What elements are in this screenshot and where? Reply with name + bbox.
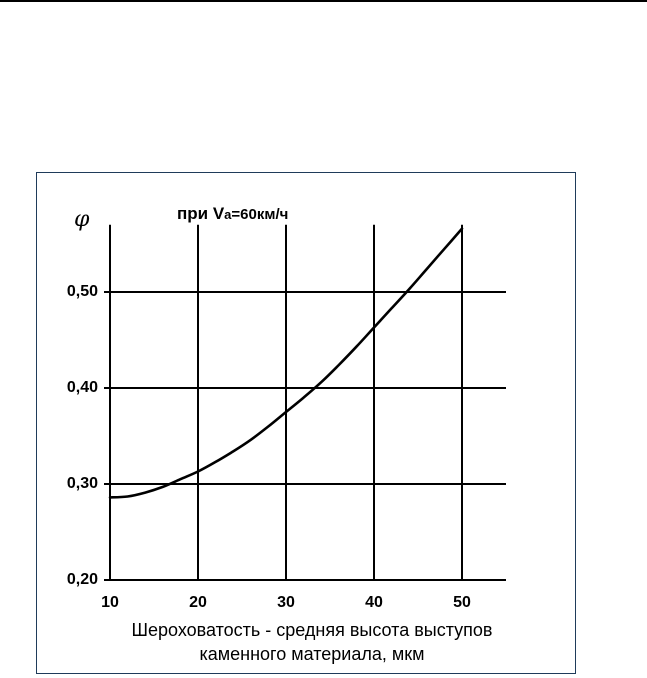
y-axis-label: φ [74,207,90,232]
x-tick-label: 20 [189,594,207,611]
y-tick-label: 0,20 [66,571,98,588]
chart-title [177,204,288,223]
y-tick-label: 0,40 [66,379,98,396]
y-tick-label: 0,30 [66,475,98,492]
x-tick-label: 40 [365,594,383,611]
x-axis-label-line-2: каменного материала, мкм [199,644,425,664]
title-subscript: а [224,207,232,222]
title-prefix: при V [177,204,225,223]
grid [104,225,506,580]
x-tick-label: 10 [101,594,119,611]
x-tick-label: 50 [453,594,471,611]
title-suffix: =60км/ч [231,206,289,223]
x-axis-label-line-1: Шероховатость - средняя высота выступов [131,620,493,640]
x-tick-label: 30 [277,594,295,611]
y-tick-label: 0,50 [66,283,98,300]
tick-labels [67,283,471,611]
